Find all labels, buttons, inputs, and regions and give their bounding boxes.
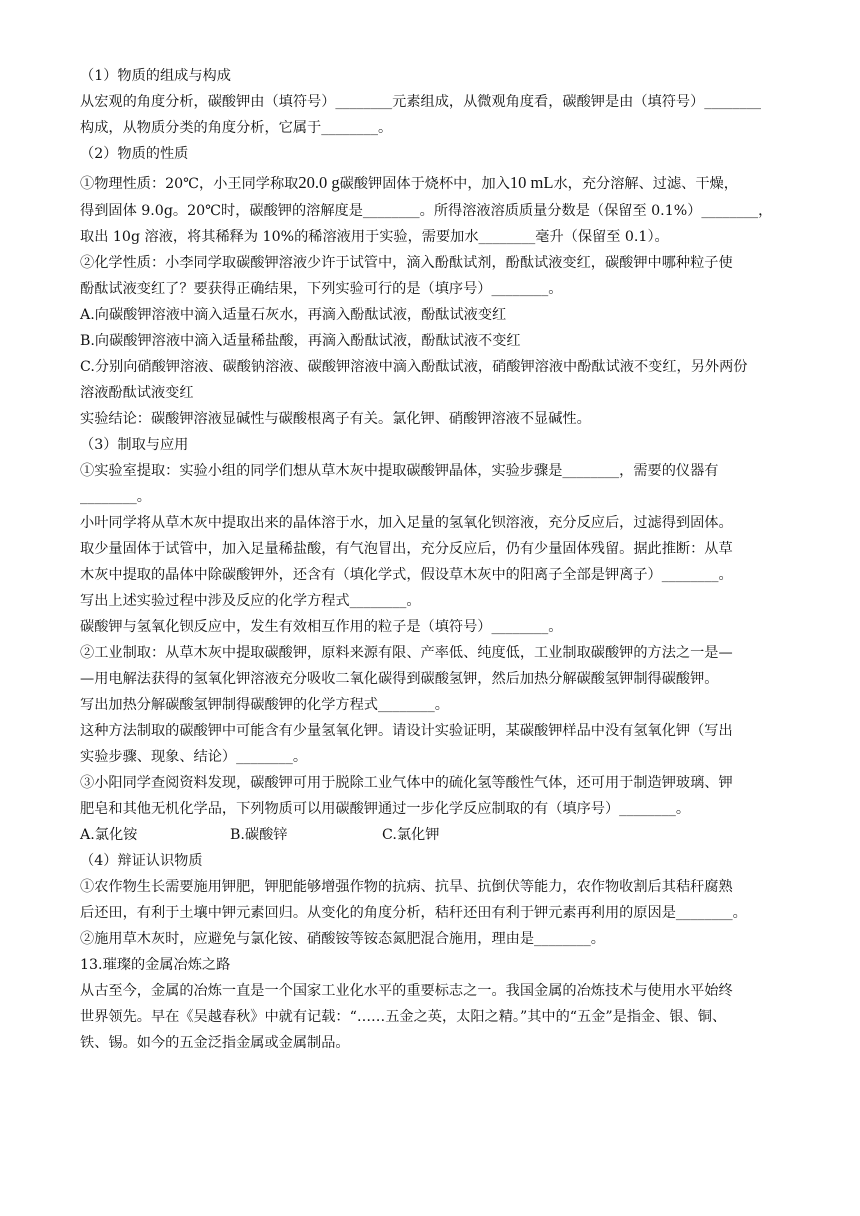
text-line: 实验步骤、现象、结论）________。 xyxy=(80,749,308,765)
text-line: 碳酸钾与氢氧化钡反应中，发生有效相互作用的粒子是（填符号）________。 xyxy=(80,619,563,635)
text-line: 写出加热分解碳酸氢钾制得碳酸钾的化学方程式________。 xyxy=(80,697,449,713)
answer-options xyxy=(80,825,786,845)
text-line: 取少量固体于试管中，加入足量稀盐酸，有气泡冒出，充分反应后，仍有少量固体残留。据此推断：从草 xyxy=(80,541,733,557)
text-line: 铁、锡。如今的五金泛指金属或金属制品。 xyxy=(80,1035,350,1051)
document-page xyxy=(80,66,786,1059)
text-line: 取出 10g 溶液，将其稀释为 10%的稀溶液用于实验，需要加水________毫升（保留至 0.1）。 xyxy=(80,229,669,245)
option-c: C.氯化钾 xyxy=(382,827,440,843)
text-line: ①农作物生长需要施用钾肥，钾肥能够增强作物的抗病、抗旱、抗倒伏等能力，农作物收割后其秸秆腐熟 xyxy=(80,879,733,895)
text-line: 后还田，有利于土壤中钾元素回归。从变化的角度分析，秸秆还田有利于钾元素再利用的原因是________。 xyxy=(80,905,747,921)
option-b: B.碳酸锌 xyxy=(230,827,288,843)
physical-p1: ①物理性质：20℃，小王同学称取 xyxy=(80,176,299,192)
physical-p2: 碳酸钾固体于烧杯中，加入 xyxy=(339,176,510,192)
text-line: ②化学性质：小李同学取碳酸钾溶液少许于试管中，滴入酚酞试剂，酚酞试液变红，碳酸钾中哪种粒子使 xyxy=(80,255,733,271)
text-line: 得到固体 9.0g。20℃时，碳酸钾的溶解度是________。所得溶液溶质质量分数是（保留至 0.1%）________， xyxy=(80,203,773,219)
text-line: 构成，从物质分类的角度分析，它属于________。 xyxy=(80,120,393,136)
text-line: —用电解法获得的氢氧化钾溶液充分吸收二氧化碳得到碳酸氢钾，然后加热分解碳酸氢钾制得碳酸钾。 xyxy=(80,671,719,687)
text-line: 实验结论：碳酸钾溶液显碱性与碳酸根离子有关。氯化钾、硝酸钾溶液不显碱性。 xyxy=(80,411,591,427)
text-line: 小叶同学将从草木灰中提取出来的晶体溶于水，加入足量的氢氧化钡溶液，充分反应后，过滤得到固体。 xyxy=(80,515,733,531)
text-line: 酚酞试液变红了？要获得正确结果，下列实验可行的是（填序号）________。 xyxy=(80,281,563,297)
text-line: 世界领先。早在《吴越春秋》中就有记载：“……五金之英，太阳之精。”其中的“五金”是指金、银、铜、 xyxy=(80,1009,727,1025)
text-line: 从宏观的角度分析，碳酸钾由（填符号）________元素组成，从微观角度看，碳酸钾是由（填符号）________ xyxy=(80,94,762,110)
text-line: ③小阳同学查阅资料发现，碳酸钾可用于脱除工业气体中的硫化氢等酸性气体，还可用于制造钾玻璃、钾 xyxy=(80,775,733,791)
text-line: 肥皂和其他无机化学品，下列物质可以用碳酸钾通过一步化学反应制取的有（填序号）________。 xyxy=(80,801,691,817)
text-line: （4）辩证认识物质 xyxy=(80,853,203,869)
physical-p3: 水，充分溶解、过滤、干燥， xyxy=(553,176,738,192)
text-line: ②工业制取：从草木灰中提取碳酸钾，原料来源有限、产率低、纯度低，工业制取碳酸钾的方法之一是— xyxy=(80,645,733,661)
text-line: B.向碳酸钾溶液中滴入适量稀盐酸，再滴入酚酞试液，酚酞试液不变红 xyxy=(80,333,521,349)
text-line: 从古至今，金属的冶炼一直是一个国家工业化水平的重要标志之一。我国金属的冶炼技术与使用水平始终 xyxy=(80,983,733,999)
option-a: A.氯化铵 xyxy=(80,827,138,843)
text-line: ________。 xyxy=(80,489,151,505)
text-line: 写出上述实验过程中涉及反应的化学方程式________。 xyxy=(80,593,421,609)
text-line: （1）物质的组成与构成 xyxy=(80,68,231,84)
text-line: 溶液酚酞试液变红 xyxy=(80,385,194,401)
text-line: ①实验室提取：实验小组的同学们想从草木灰中提取碳酸钾晶体，实验步骤是________，需要的仪器有 xyxy=(80,463,719,479)
text-line: C.分别向硝酸钾溶液、碳酸钠溶液、碳酸钾溶液中滴入酚酞试液，硝酸钾溶液中酚酞试液不变红，另外两份 xyxy=(80,359,748,375)
text-line: 木灰中提取的晶体中除碳酸钾外，还含有（填化学式，假设草木灰中的阳离子全部是钾离子）________。 xyxy=(80,567,733,583)
text-line: （2）物质的性质 xyxy=(80,146,189,162)
physical-vol: 10 mL xyxy=(509,173,554,192)
text-line: （3）制取与应用 xyxy=(80,437,189,453)
text-line: 13.璀璨的金属冶炼之路 xyxy=(80,957,231,973)
text-line: A.向碳酸钾溶液中滴入适量石灰水，再滴入酚酞试液，酚酞试液变红 xyxy=(80,307,507,323)
text-line: ②施用草木灰时，应避免与氯化铵、硝酸铵等铵态氮肥混合施用，理由是________。 xyxy=(80,931,605,947)
text-line: 这种方法制取的碳酸钾中可能含有少量氢氧化钾。请设计实验证明，某碳酸钾样品中没有氢氧化钾（写出 xyxy=(80,723,733,739)
physical-property-line xyxy=(80,167,786,199)
physical-mass: 20.0 g xyxy=(298,173,340,192)
